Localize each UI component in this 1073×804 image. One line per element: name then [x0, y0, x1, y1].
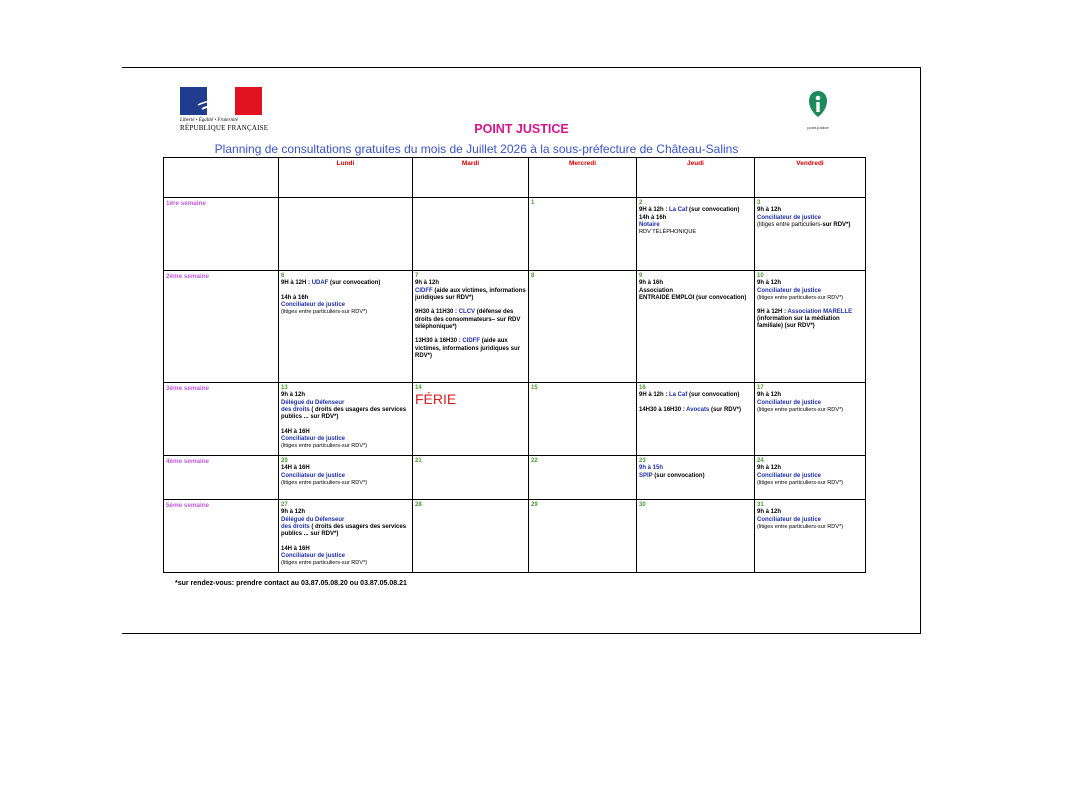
organisation-name: La Caf [669, 392, 688, 399]
right-rule [920, 67, 921, 634]
day-cell: 24 9h à 12h Conciliateur de justice (litiges entre particuliers-sur RDV*) [755, 456, 866, 500]
page-subtitle: Planning de consultations gratuites du mois de Juillet 2026 à la sous-préfecture de Château-Salins [214, 142, 739, 156]
footnote: *sur rendez-vous: prendre contact au 03.87.05.08.20 ou 03.87.05.08.21 [175, 580, 407, 587]
page-title: POINT JUSTICE [474, 122, 569, 136]
organisation-name: des droits [281, 523, 310, 530]
date-number: 3 [757, 200, 761, 206]
date-number: 2 [639, 200, 643, 206]
date-number: 16 [639, 385, 646, 391]
day-cell: 10 9h à 12h Conciliateur de justice (litiges entre particuliers-sur RDV*) 9H à 12H : Association MARELLE (information sur la médiation familiale) (sur RDV*) [755, 271, 866, 383]
date-number: 20 [281, 458, 288, 464]
organisation-name: UDAF [311, 280, 329, 287]
table-row [164, 456, 866, 500]
organisation-name: Notaire [639, 221, 660, 228]
date-number: 14 [415, 385, 422, 391]
day-cell [413, 383, 529, 456]
date-number: 8 [531, 273, 535, 279]
table-row [164, 383, 866, 456]
day-cell [529, 383, 637, 456]
date-number: 15 [531, 385, 538, 391]
day-cell: 23 9h à 15h SPIP (sur convocation) [637, 456, 755, 500]
date-number: 22 [531, 458, 538, 464]
table-row [164, 500, 866, 573]
date-number: 6 [281, 273, 285, 279]
organisation-name: Avocats [686, 406, 710, 413]
week-label: 3ème semaine [164, 383, 279, 456]
bottom-rule [122, 633, 921, 634]
date-number: 24 [757, 458, 764, 464]
week-label: 4ème semaine [164, 456, 279, 500]
day-header: Mardi [413, 158, 529, 198]
day-cell: 2 9H à 12h : La Caf (sur convocation) 14h à 16h Notaire RDV TÉLÉPHONIQUE [637, 198, 755, 271]
day-cell [413, 500, 529, 573]
organisation-name: Conciliateur de justice [757, 399, 822, 406]
day-cell: 20 14H à 16H Conciliateur de justice (litiges entre particuliers-sur RDV*) [279, 456, 413, 500]
organisation-name: CIDFF [415, 287, 433, 294]
day-header: Lundi [279, 158, 413, 198]
marianne-flag-icon [180, 87, 262, 115]
corner-cell [164, 158, 279, 198]
ferie-label: FÉRIE [415, 391, 457, 408]
organisation-name: Conciliateur de justice [281, 435, 346, 442]
table-row [164, 271, 866, 383]
organisation-name: Conciliateur de justice [281, 552, 346, 559]
date-number: 7 [415, 273, 419, 279]
day-cell: 3 9h à 12h Conciliateur de justice (litiges entre particuliers-sur RDV*) [755, 198, 866, 271]
day-cell [529, 456, 637, 500]
organisation-name: CIDFF [462, 338, 481, 345]
organisation-name: SPIP [639, 472, 653, 479]
organisation-name: des droits [281, 406, 310, 413]
day-cell [413, 198, 529, 271]
planning-table [163, 157, 866, 573]
organisation-name: Conciliateur de justice [757, 287, 822, 294]
date-number: 13 [281, 385, 288, 391]
date-number: 30 [639, 502, 646, 508]
organisation-name: Conciliateur de justice [281, 472, 346, 479]
day-header: Mercredi [529, 158, 637, 198]
point-justice-icon [808, 90, 828, 118]
organisation-name: Conciliateur de justice [281, 301, 346, 308]
rf-motto: Liberté • Égalité • Fraternité [180, 118, 238, 123]
date-number: 1 [531, 200, 535, 206]
date-number: 9 [639, 273, 643, 279]
day-cell: 31 9h à 12h Conciliateur de justice (litiges entre particuliers-sur RDV*) [755, 500, 866, 573]
date-number: 29 [531, 502, 538, 508]
organisation-name: CLCV [458, 309, 476, 316]
table-header-row [164, 158, 866, 198]
day-cell: 6 9H à 12H : UDAF (sur convocation) 14h à 16h Conciliateur de justice (litiges entre particuliers-sur RDV*) [279, 271, 413, 383]
table-row [164, 198, 866, 271]
day-cell: 7 9h à 12h CIDFF (aide aux victimes, informations juridiques sur RDV*) 9H30 à 11H30 : CLCV (défense des droits des consommateurs– sur RDV téléphonique*) 13H30 à 16H30 : CIDFF (aide aux victimes, informations juridiques sur RDV*) [413, 271, 529, 383]
rf-name: RÉPUBLIQUE FRANÇAISE [180, 124, 269, 132]
week-label: 5ème semaine [164, 500, 279, 573]
day-cell [529, 500, 637, 573]
day-cell: 27 9h à 12h Délégué du Défenseur des droits ( droits des usagers des services publics ... sur RDV*) 14H à 16H Conciliateur de justice (litiges entre particuliers-sur RDV*) [279, 500, 413, 573]
day-header: Vendredi [755, 158, 866, 198]
organisation-name: Conciliateur de justice [757, 516, 822, 523]
date-number: 28 [415, 502, 422, 508]
organisation-name: La Caf [669, 207, 688, 214]
organisation-name: Conciliateur de justice [757, 472, 822, 479]
day-header: Jeudi [637, 158, 755, 198]
day-cell [413, 456, 529, 500]
point-justice-caption: point-justice [807, 125, 829, 130]
week-label: 2ème semaine [164, 271, 279, 383]
organisation-name: Délégué du Défenseur [281, 399, 345, 406]
date-number: 10 [757, 273, 764, 279]
date-number: 27 [281, 502, 288, 508]
organisation-name: Association MARELLE [787, 308, 853, 315]
day-cell: 13 9h à 12h Délégué du Défenseur des droits ( droits des usagers des services publics ... sur RDV*) 14H à 16H Conciliateur de justice (litiges entre particuliers-sur RDV*) [279, 383, 413, 456]
day-cell: 16 9H à 12h : La Caf (sur convocation) 14H30 à 16H30 : Avocats (sur RDV*) [637, 383, 755, 456]
day-cell [529, 198, 637, 271]
day-cell [279, 198, 413, 271]
date-number: 17 [757, 385, 764, 391]
date-number: 23 [639, 458, 646, 464]
week-label: 1ère semaine [164, 198, 279, 271]
organisation-name: Délégué du Défenseur [281, 516, 345, 523]
day-cell [529, 271, 637, 383]
day-cell [637, 500, 755, 573]
organisation-name: Conciliateur de justice [757, 214, 822, 221]
date-number: 21 [415, 458, 422, 464]
day-cell: 9 9h à 16h Association ENTRAIDE EMPLOI (sur convocation) [637, 271, 755, 383]
top-rule [122, 67, 921, 68]
date-number: 31 [757, 502, 764, 508]
day-cell: 17 9h à 12h Conciliateur de justice (litiges entre particuliers-sur RDV*) [755, 383, 866, 456]
